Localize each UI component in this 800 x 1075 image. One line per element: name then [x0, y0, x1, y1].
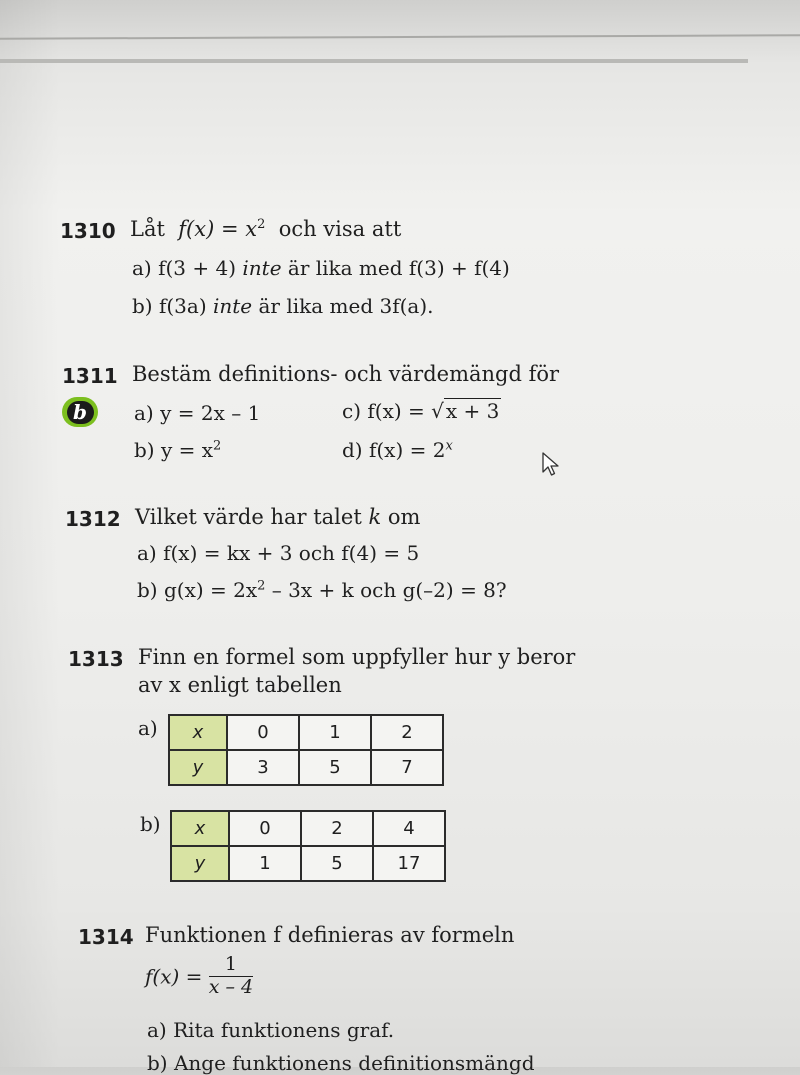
table-cell: 5 — [299, 750, 371, 785]
header-cell: x — [171, 811, 229, 846]
table-row — [171, 811, 445, 846]
value-table-b — [170, 810, 446, 882]
subtask-a: a) Rita funktionens graf. — [147, 1018, 395, 1042]
exercise-prompt: Finn en formel som uppfyller hur y beror — [138, 645, 576, 669]
fraction: $\frac{1}{x - 4}$ — [208, 953, 254, 998]
exercise-number: 1311 — [62, 364, 118, 388]
header-cell: x — [169, 715, 227, 750]
exercise-prompt: Funktionen f definieras av formeln — [145, 923, 515, 947]
exercise-prompt-cont: av x enligt tabellen — [138, 673, 342, 697]
table-cell: 5 — [301, 846, 373, 881]
table-cell: 7 — [371, 750, 443, 785]
square-root: √ x + 3 — [431, 399, 500, 423]
exercise-prompt: Låt $f(x) = x^2$ och visa att — [130, 217, 402, 241]
table-b-label: b) — [140, 812, 161, 836]
page-shadow — [0, 0, 60, 1067]
exercise-number: 1314 — [78, 925, 134, 949]
top-rule — [0, 34, 800, 39]
subtask-b: b) Ange funktionens definitionsmängd — [147, 1051, 535, 1075]
header-cell: y — [169, 750, 227, 785]
table-row — [169, 715, 443, 750]
exercise-number: 1312 — [65, 507, 121, 531]
subtask-a: a) y = 2x – 1 — [134, 401, 261, 425]
table-cell: 0 — [227, 715, 299, 750]
header-cell: y — [171, 846, 229, 881]
subtask-a: a) f(3 + 4) inte är lika med f(3) + f(4) — [132, 256, 510, 280]
table-row — [169, 750, 443, 785]
value-table-a — [168, 714, 444, 786]
exercise-prompt: Bestäm definitions- och värdemängd för — [132, 362, 560, 386]
subtask-b: b) $g(x) = 2x^2 - 3x + k$ och g(–2) = 8? — [137, 578, 507, 602]
subtask-d: d) $f(x) = 2^x$ — [342, 438, 453, 462]
table-cell: 1 — [299, 715, 371, 750]
table-cell: 3 — [227, 750, 299, 785]
table-a-label: a) — [138, 716, 158, 740]
table-cell: 1 — [229, 846, 301, 881]
table-cell: 0 — [229, 811, 301, 846]
top-rule-thick — [0, 59, 748, 63]
table-cell: 2 — [301, 811, 373, 846]
table-cell: 17 — [373, 846, 445, 881]
subtask-a: a) f(x) = kx + 3 och f(4) = 5 — [137, 541, 420, 565]
subtask-b: b) f(3a) inte är lika med 3f(a). — [132, 294, 434, 318]
table-row — [171, 846, 445, 881]
exercise-number: 1313 — [68, 647, 124, 671]
table-cell: 4 — [373, 811, 445, 846]
subtask-c: c) f(x) = √ x + 3 — [342, 399, 500, 423]
table-cell: 2 — [371, 715, 443, 750]
subtask-b: b) $y = x^2$ — [134, 438, 222, 462]
exercise-prompt: Vilket värde har talet k om — [135, 505, 421, 529]
level-b-badge: b — [62, 397, 98, 427]
mouse-cursor-icon — [542, 452, 560, 478]
exercise-number: 1310 — [60, 219, 116, 243]
formula: f(x) = $\frac{1}{x - 4}$ — [145, 953, 254, 998]
